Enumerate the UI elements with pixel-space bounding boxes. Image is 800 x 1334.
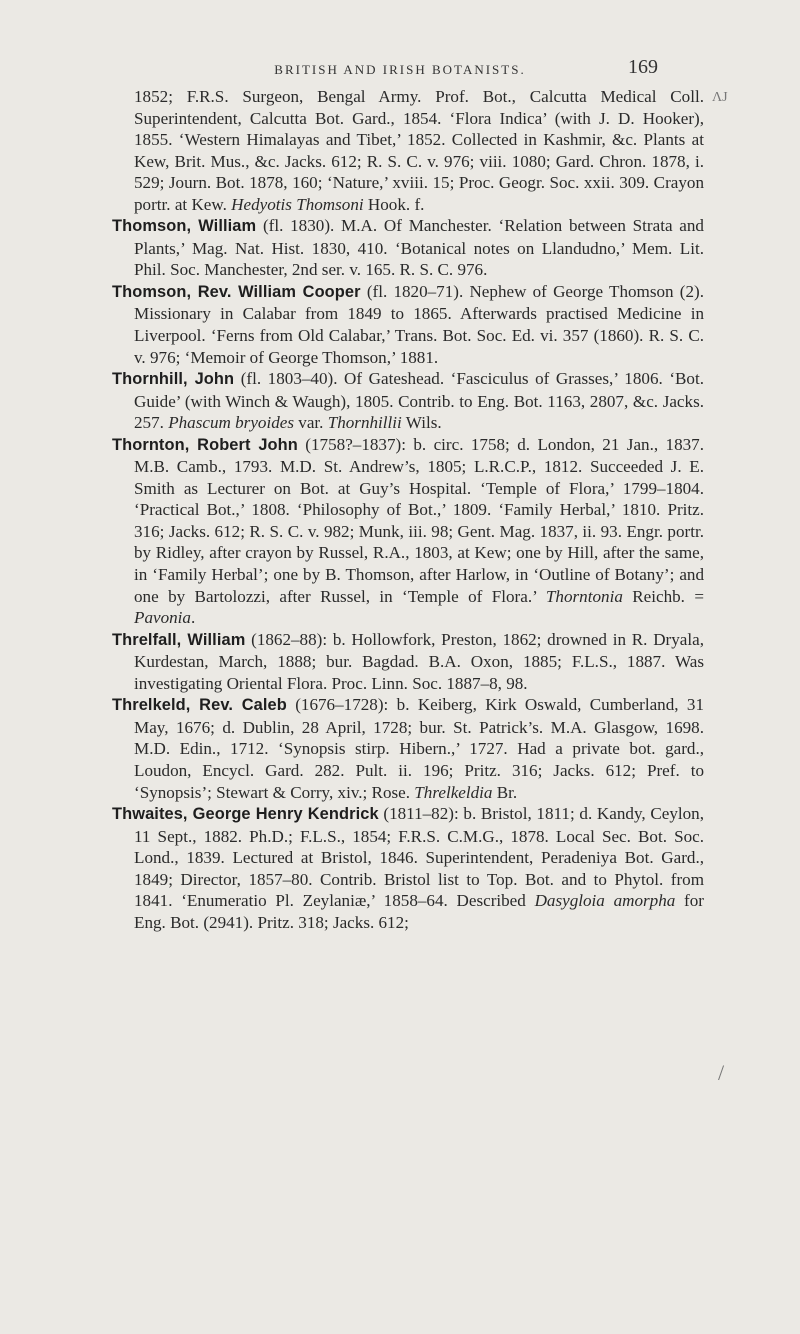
margin-mark-bottom: / — [718, 1060, 725, 1085]
running-head: BRITISH AND IRISH BOTANISTS. — [274, 62, 526, 77]
entry-text: Wils. — [401, 413, 442, 433]
entry-italic: Pavonia — [134, 608, 191, 628]
entry-text: (1758?–1837): b. circ. 1758; d. London, 21 Jan., 1837. M.B. Camb., 1793. M.D. St. Andrew’s, 1805; L.R.C.P., 1812. Succeeded J. E. Smith as Lecturer on Bot. at Guy’s Hospital. ‘Temple of Flora,’ 1799–1804. ‘Practical Bot.,’ 1808. ‘Philosophy of Bot.,’ 1809. ‘Family Herbal,’ 1810. Pritz. 316; Jacks. 612; R. S. C. v. 982; Munk, iii. 98; Gent. Mag. 1837, ii. 93. Engr. portr. by Ridley, after crayon by Russel, R.A., 1803, at Kew; one by Hill, after the same, in ‘Family Herbal’; one by B. Thomson, after Harlow, in ‘Outline of Botany’; and one by Bartolozzi, after Russel, in ‘Temple of Flora.’ — [134, 434, 704, 606]
entry-italic: Thornhillii — [327, 413, 402, 433]
entry — [112, 629, 704, 695]
entry-name: Thomson, William — [112, 217, 257, 236]
entry-text: (1811–82): b. Bristol, 1811; d. Kandy, Ceylon, 11 Sept., 1882. Ph.D.; F.L.S., 1854; F.R.S. C.M.G., 1878. Local Sec. Bot. Soc. Lond., 1839. Lectured at Bristol, 1846. Superintendent, Peradeniya Bot. Gard., 1849; Director, 1857–80. Contrib. Bristol list to Top. Bot. and to Phytol. from 1841. ‘Enumeratio Pl. Zeylaniæ,’ 1858–64. Described — [134, 804, 704, 911]
entry-italic: Thorntonia — [545, 586, 623, 606]
entry — [112, 215, 704, 281]
page-number: 169 — [628, 56, 658, 78]
continuation-italic: Hedyotis Thomsoni — [231, 194, 364, 214]
entry-text: for Eng. Bot. (2941). Pritz. 318; Jacks. 612; — [134, 891, 704, 932]
continuation-entry — [112, 86, 704, 215]
text-body — [112, 86, 704, 933]
entry-name: Thornton, Robert John — [112, 435, 298, 454]
entry-italic: Threlkeldia — [414, 782, 493, 802]
entry-text: (1676–1728): b. Keiberg, Kirk Oswald, Cumberland, 31 May, 1676; d. Dublin, 28 April, 1728; bur. St. Patrick’s. M.A. Glasgow, 1698. M.D. Edin., 1712. ‘Synopsis stirp. Hibern.,’ 1727. Had a private bot. gard., Loudon, Encycl. Gard. 282. Pult. ii. 196; Pritz. 316; Jacks. 612; Pref. to ‘Synopsis’; Stewart & Corry, xiv.; Rose. — [134, 695, 704, 802]
entry-text: Br. — [492, 782, 518, 802]
continuation-text: 1852; F.R.S. Surgeon, Bengal Army. Prof. Bot., Calcutta Medical Coll. Superintendent, Calcutta Bot. Gard., 1854. ‘Flora Indica’ (with J. D. Hooker), 1855. ‘Western Himalayas and Tibet,’ 1852. Collected in Kashmir, &c. Plants at Kew, Brit. Mus., &c. Jacks. 612; R. S. C. v. 976; viii. 1080; Gard. Chron. 1878, i. 529; Journ. Bot. 1878, 160; ‘Nature,’ xviii. 15; Proc. Geogr. Soc. xxii. 309. Crayon portr. at Kew. — [134, 87, 704, 214]
entry-text: (fl. 1830). M.A. Of Manchester. ‘Relation between Strata and Plants,’ Mag. Nat. Hist. 1830, 410. ‘Botanical notes on Llandudno,’ Mem. Lit. Phil. Soc. Manchester, 2nd ser. v. 165. R. S. C. 976. — [134, 216, 704, 280]
entry — [112, 368, 704, 434]
entry-italic: Dasygloia amorpha — [534, 891, 676, 911]
entry-text: (fl. 1803–40). Of Gateshead. ‘Fasciculus of Grasses,’ 1806. ‘Bot. Guide’ (with Winch & Waugh), 1805. Contrib. to Eng. Bot. 1163, 2807, &c. Jacks. 257. — [134, 369, 704, 433]
entry — [112, 434, 704, 629]
continuation-tail: Hook. f. — [363, 194, 425, 214]
margin-mark-top: ɅJ — [712, 90, 728, 105]
entry-name: Threlkeld, Rev. Caleb — [112, 696, 287, 715]
entry-text: var. — [294, 413, 328, 433]
entry-name: Thwaites, George Henry Kendrick — [112, 805, 379, 824]
entry — [112, 803, 704, 933]
entry-italic: Phascum bryoides — [168, 413, 294, 433]
entry — [112, 694, 704, 803]
entry-name: Thomson, Rev. William Cooper — [112, 282, 361, 301]
entry-text: (fl. 1820–71). Nephew of George Thomson (2). Missionary in Calabar from 1849 to 1865. Afterwards practised Medicine in Liverpool. ‘Ferns from Old Calabar,’ Trans. Bot. Soc. Ed. vi. 357 (1860). R. S. C. v. 976; ‘Memoir of George Thomson,’ 1881. — [134, 281, 704, 367]
entry-name: Threlfall, William — [112, 630, 246, 649]
entry-text: Reichb. = — [622, 586, 704, 606]
entry-name: Thornhill, John — [112, 370, 235, 389]
entry-text: (1862–88): b. Hollowfork, Preston, 1862; drowned in R. Dryala, Kurdestan, March, 1888; bur. Bagdad. B.A. Oxon, 1885; F.L.S., 1887. Was investigating Oriental Flora. Proc. Linn. Soc. 1887–8, 98. — [134, 629, 704, 693]
entry — [112, 281, 704, 368]
entry-text: . — [190, 608, 196, 628]
